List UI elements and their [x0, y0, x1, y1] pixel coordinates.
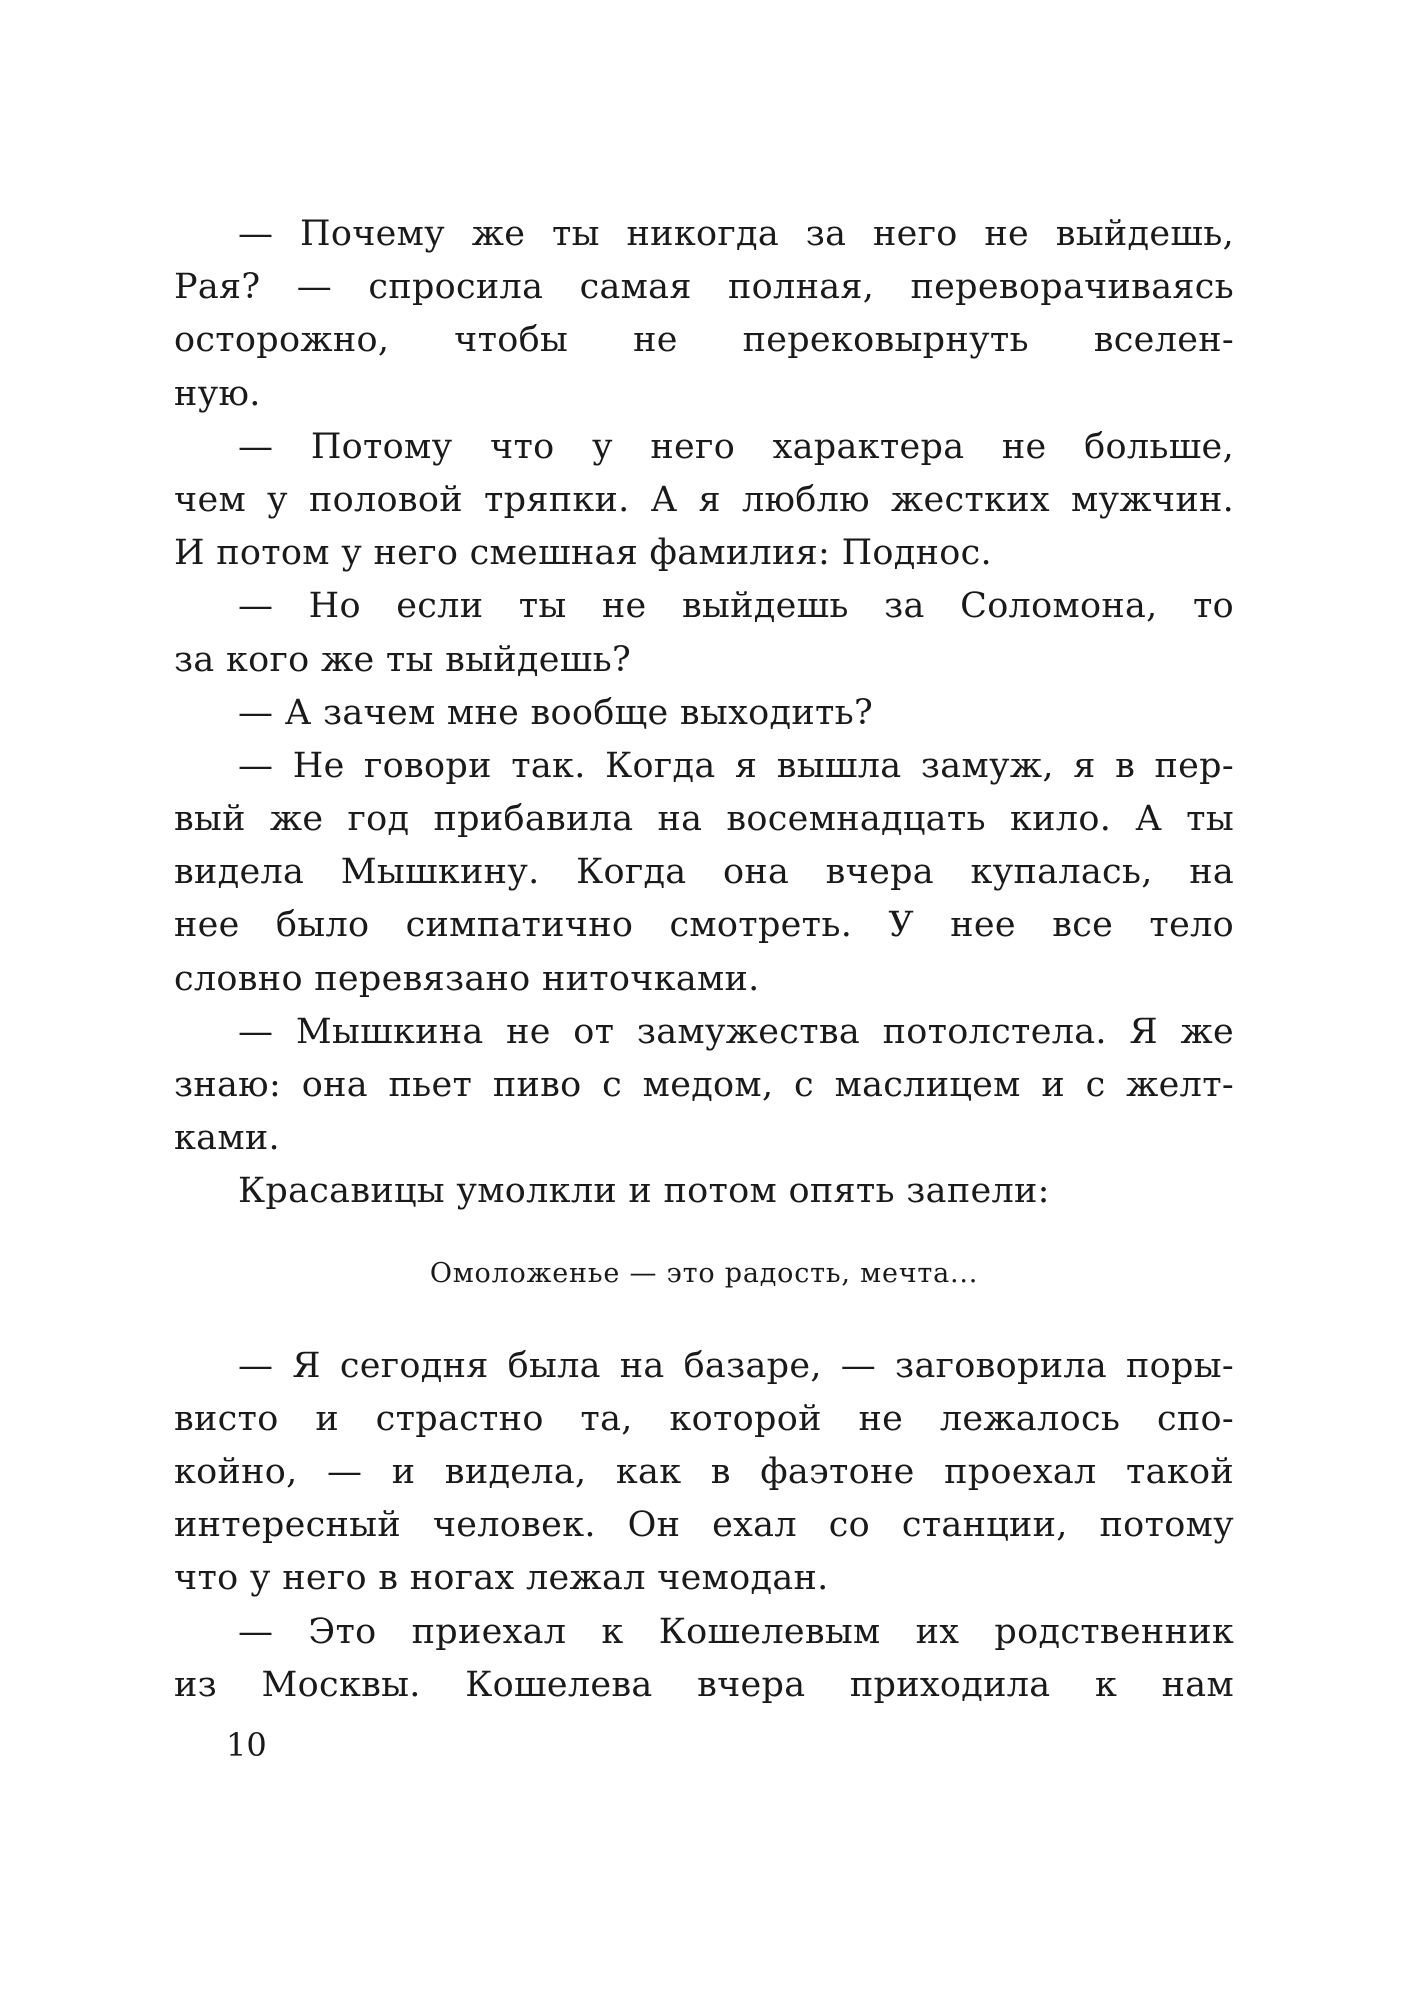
text-line: интересный человек. Он ехал со станции, потому: [174, 1505, 1234, 1546]
text-line: ную.: [174, 373, 261, 414]
text-line: чем у половой тряпки. А я люблю жестких мужчин.: [174, 479, 1234, 520]
text-line: койно, — и видела, как в фаэтоне проехал такой: [174, 1451, 1234, 1492]
text-line: Рая? — спросила самая полная, переворачиваясь: [174, 267, 1234, 308]
text-line: — Это приехал к Кошелевым их родственник: [238, 1611, 1234, 1652]
text-line: знаю: она пьет пиво с медом, с маслицем и с желт-: [174, 1065, 1234, 1105]
text-line: вый же год прибавила на восемнадцать кило. А ты: [174, 799, 1234, 840]
text-lines-before-epigraph: [174, 208, 1234, 1219]
text-line: висто и страстно та, которой не лежалось спо-: [174, 1398, 1234, 1439]
text-line: за кого же ты выйдешь?: [174, 639, 632, 680]
text-line: — А зачем мне вообще выходить?: [238, 692, 874, 733]
text-line: что у него в ногах лежал чемодан.: [174, 1558, 829, 1599]
text-line: — Не говори так. Когда я вышла замуж, я в пер-: [238, 745, 1234, 786]
text-line: нее было симпатично смотреть. У нее все тело: [174, 905, 1234, 946]
page-number: 10: [226, 1726, 267, 1764]
body-text: [174, 208, 1234, 1712]
text-line: — Но если ты не выйдешь за Соломона, то: [238, 586, 1234, 627]
text-line: — Я сегодня была на базаре, — заговорила поры-: [238, 1345, 1234, 1386]
text-line: — Мышкина не от замужества потолстела. Я же: [238, 1011, 1234, 1052]
epigraph-spacing: [174, 1219, 1234, 1247]
text-line: Красавицы умолкли и потом опять запели:: [238, 1171, 1050, 1212]
song-epigraph: Омоложенье — это радость, мечта...: [429, 1257, 979, 1289]
text-line: ками.: [174, 1118, 280, 1159]
text-line: — Потому что у него характера не больше,: [238, 426, 1234, 467]
text-line: — Почему же ты никогда за него не выйдешь,: [238, 214, 1234, 254]
text-line: из Москвы. Кошелева вчера приходила к нам: [174, 1664, 1234, 1705]
text-line: видела Мышкину. Когда она вчера купалась, на: [174, 852, 1234, 893]
text-line: И потом у него смешная фамилия: Поднос.: [174, 533, 992, 574]
text-lines-after-epigraph: [174, 1340, 1234, 1712]
text-line: словно перевязано ниточками.: [174, 958, 760, 999]
text-line: осторожно, чтобы не перековырнуть вселен-: [174, 320, 1234, 361]
